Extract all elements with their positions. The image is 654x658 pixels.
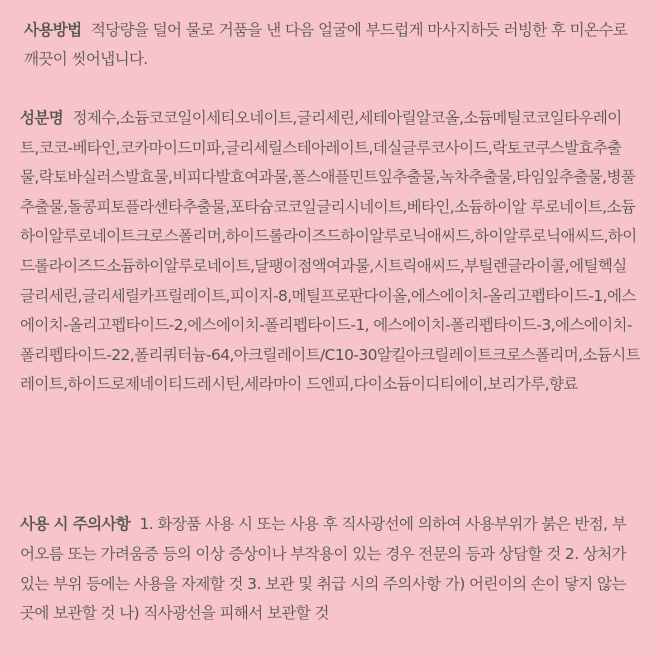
caution-text: 1. 화장품 사용 시 또는 사용 후 직사광선에 의하여 사용부위가 붉은 반점, 부어오름 또는 가려움증 등의 이상 증상이나 부작용이 있는 경우 전문의 등과 상담할 것 2. 상처가 있는 부위 등에는 사용을 자제할 것 3. 보관 및 취급 시의 주의사항 가) 어린이의 손이 닿지 않는 곳에 보관할 것 나) 직사광선을 피해서 보관할 것 — [20, 515, 627, 623]
usage-label: 사용방법 — [24, 21, 82, 39]
caution-label: 사용 시 주의사항 — [20, 515, 131, 533]
ingredients-text: 정제수,소듐코코일이세티오네이트,글리세린,세테아릴알코올,소듐메틸코코일타우레이트,코코-베타인,코카마이드미파,글리세릴스테아레이트,데실글루코사이드,락토코쿠스발효추출물,락토바실러스발효물,비피다발효여과물,폴스애플민트잎추출물,녹차추출물,타임잎추출물,병풀추출물,돌콩피토플라센타추출물,포타슘코코일글리시네이트,베타인,소듐하이알 루로네이트,소듐하이알루로네이트크로스폴리머,하이드롤라이즈드하이알루로닉애씨드,하이알루로닉애씨드,하이드롤라이즈드소듐하이알루로네이트,달팽이점액여과물,시트릭애씨드,부틸렌글라이콜,에틸헥실글리세린,글리세릴카프릴레이트,피이지-8,메틸프로판다이올,에스에이치-올리고펩타이드-1,에스에이치-올리고펩타이드-2,에스에이치-폴리펩타이드-1, 에스에이치-폴리펩타이드-3,에스에이치-폴리펩타이드-22,폴리쿼터늄-64,아크릴레이트/C10-30알킬아크릴레이트크로스폴리머,소듐시트레이트,하이드로제네이티드레시틴,세라마이 드엔피,다이소듐이디티에이,보리가루,향료 — [20, 109, 640, 394]
usage-text: 적당량을 덜어 물로 거품을 낸 다음 얼굴에 부드럽게 마사지하듯 러빙한 후 미온수로 깨끗이 씻어냅니다. — [24, 21, 628, 68]
ingredients-section — [20, 104, 640, 400]
caution-section — [20, 510, 640, 629]
ingredients-label: 성분명 — [20, 109, 64, 127]
usage-section — [20, 16, 640, 73]
